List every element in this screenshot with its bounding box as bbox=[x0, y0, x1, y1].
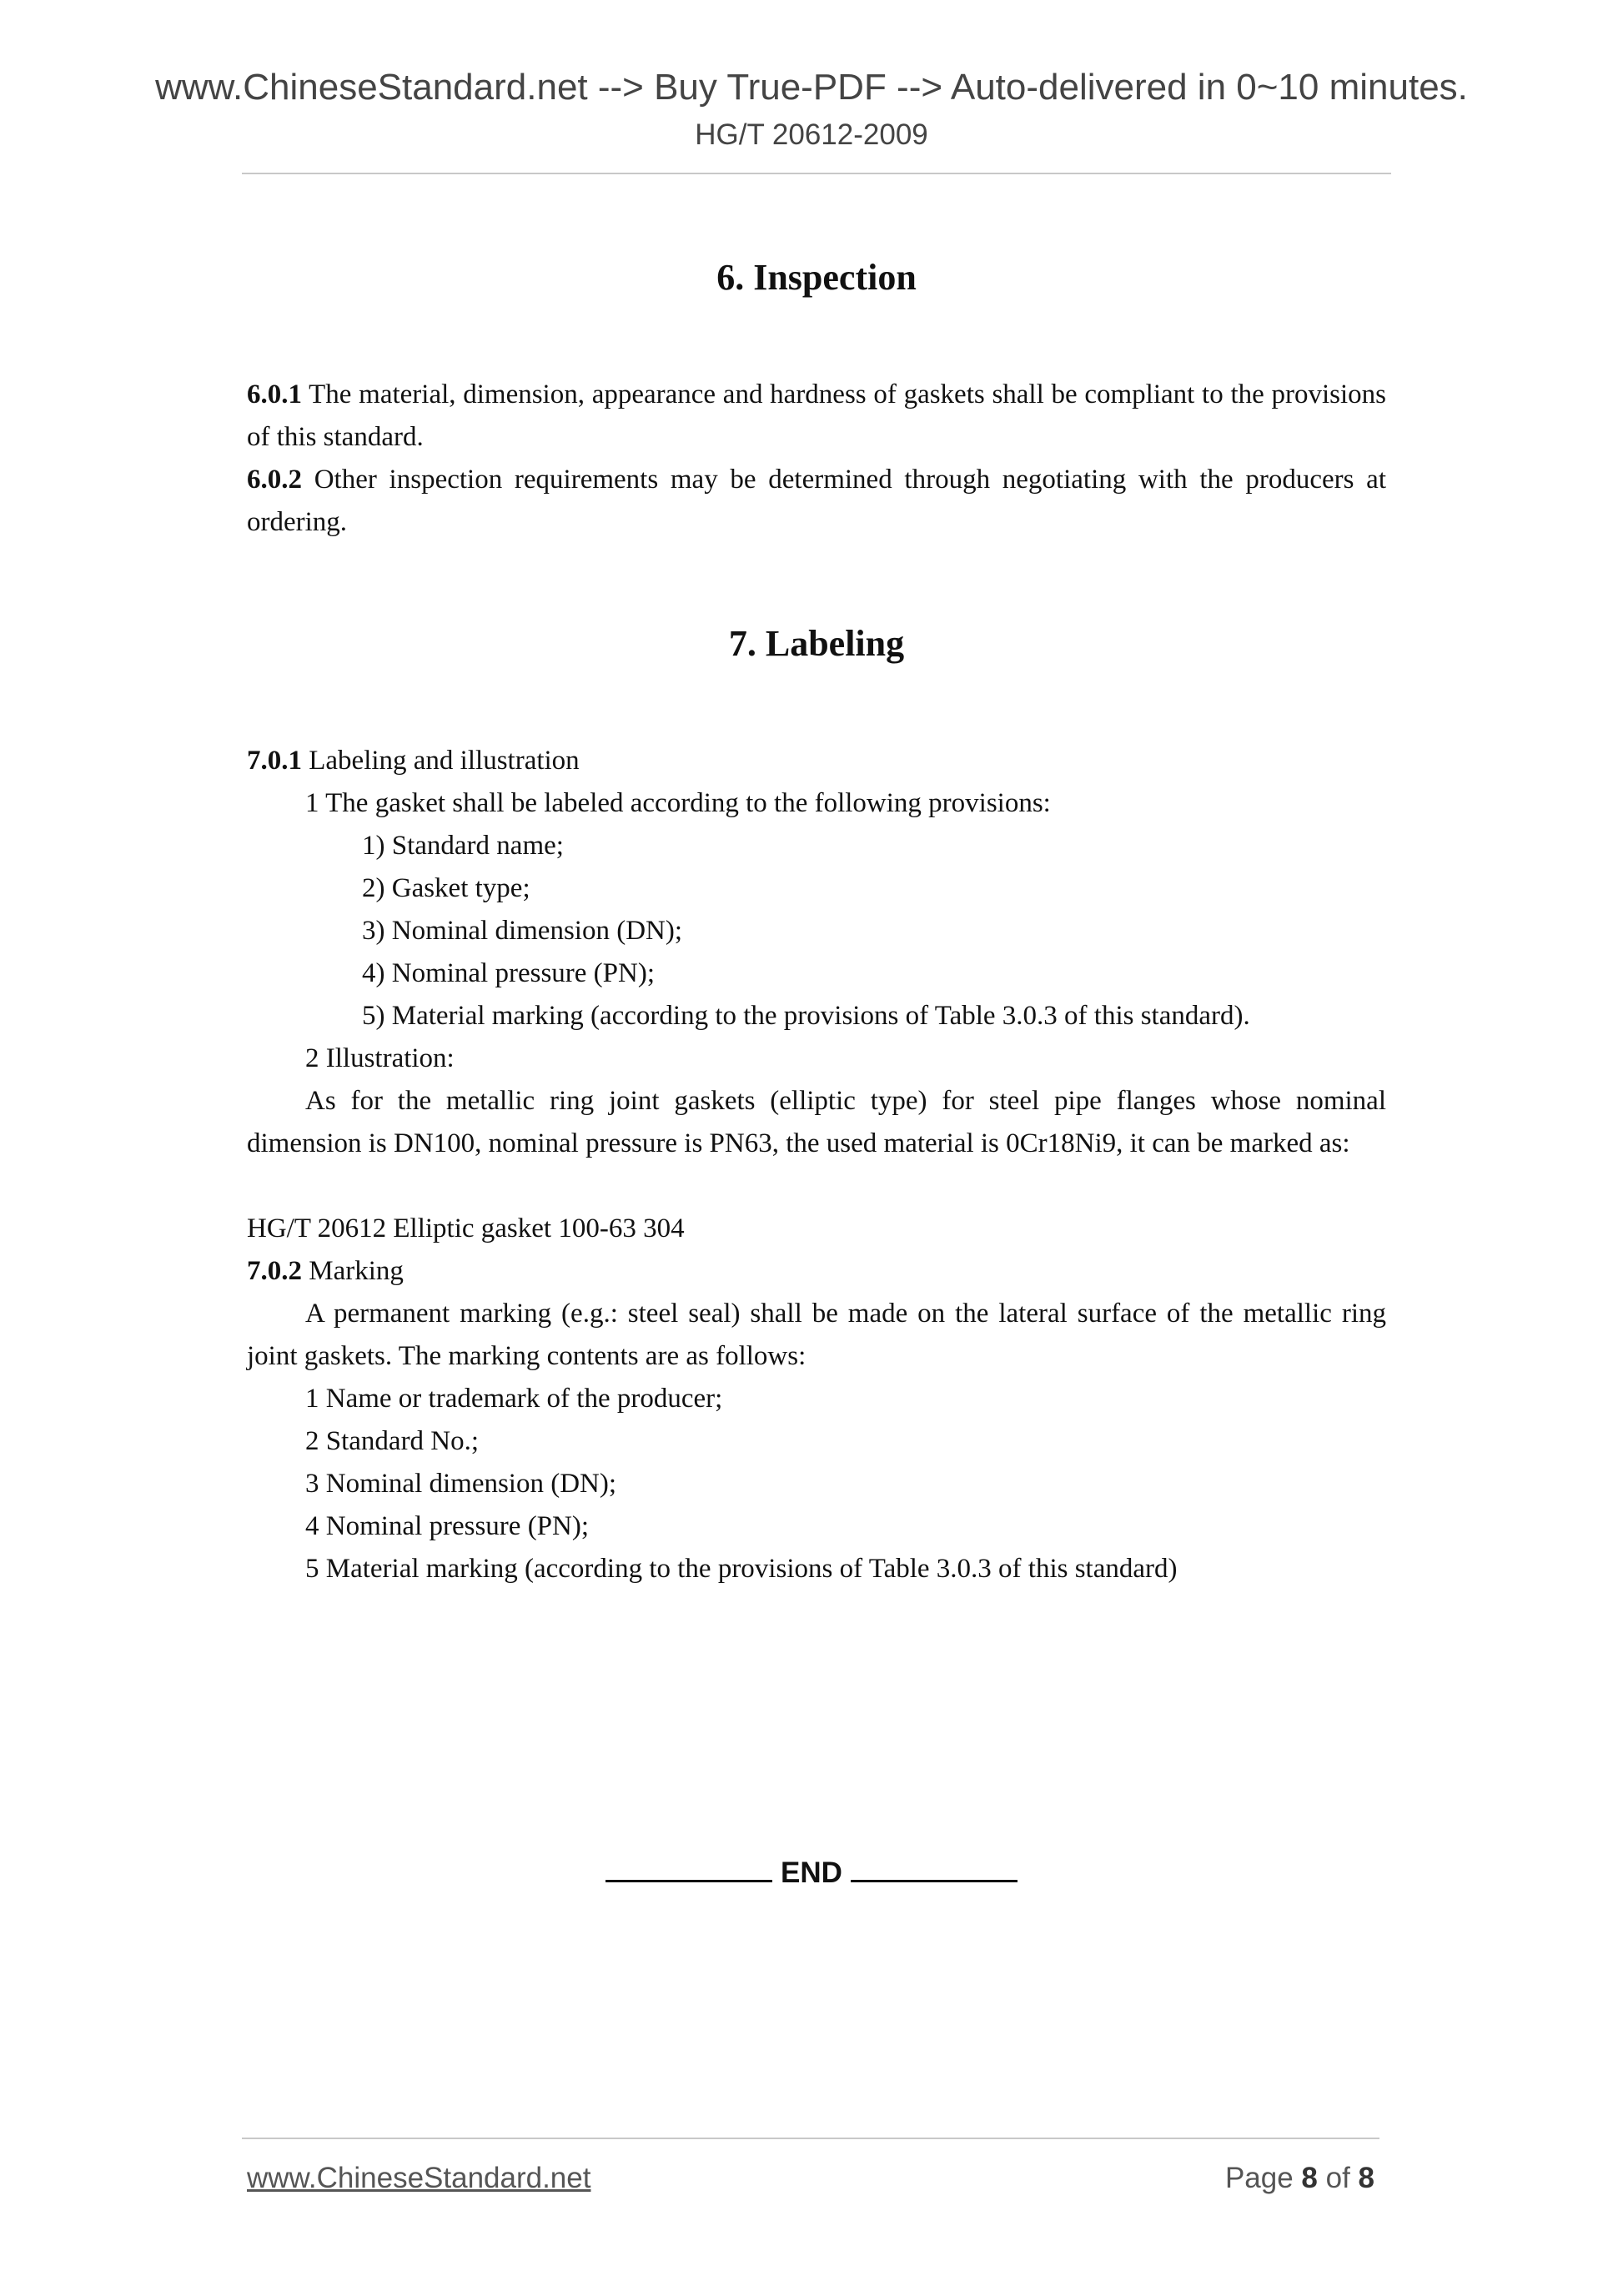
list-item: 4) Nominal pressure (PN); bbox=[362, 958, 656, 988]
header-divider bbox=[242, 173, 1391, 174]
page-total: 8 bbox=[1358, 2162, 1374, 2194]
end-marker bbox=[0, 1852, 1623, 1894]
clause-6-0-2 bbox=[247, 459, 1386, 544]
labeling-item-2: 2 Illustration: bbox=[305, 1043, 455, 1073]
clause-number: 7.0.2 bbox=[247, 1256, 302, 1286]
list-item: 1) Standard name; bbox=[362, 831, 564, 861]
end-label: END bbox=[781, 1856, 842, 1889]
marking-text: A permanent marking (e.g.: steel seal) shall be made on the lateral surface of the metallic ring joint gaskets. The marking contents are as follows: bbox=[247, 1299, 1386, 1371]
labeling-item-1: 1 The gasket shall be labeled according to the following provisions: bbox=[305, 788, 1051, 818]
page-number bbox=[1225, 2160, 1374, 2197]
clause-text: Labeling and illustration bbox=[302, 746, 580, 776]
list-item: 2) Gasket type; bbox=[362, 873, 530, 903]
page-current: 8 bbox=[1301, 2162, 1318, 2194]
clause-number: 6.0.2 bbox=[247, 465, 302, 495]
end-rule-left bbox=[605, 1863, 772, 1882]
clause-number: 7.0.1 bbox=[247, 746, 302, 776]
clause-6-0-1 bbox=[247, 374, 1386, 459]
clause-7-0-2 bbox=[247, 1250, 404, 1293]
illustration-text: As for the metallic ring joint gaskets (elliptic type) for steel pipe flanges whose nominal dimension is DN100, nominal pressure is PN63, the used material is 0Cr18Ni9, it can be marked as: bbox=[247, 1086, 1386, 1158]
standard-number: HG/T 20612-2009 bbox=[695, 118, 928, 151]
page-mid: of bbox=[1317, 2162, 1359, 2194]
footer-divider bbox=[242, 2138, 1379, 2139]
list-item: 5 Material marking (according to the provisions of Table 3.0.3 of this standard) bbox=[305, 1554, 1178, 1584]
list-item: 3) Nominal dimension (DN); bbox=[362, 916, 683, 946]
clause-7-0-1 bbox=[247, 740, 580, 782]
clause-number: 6.0.1 bbox=[247, 379, 302, 409]
end-rule-right bbox=[851, 1863, 1018, 1882]
list-item: 3 Nominal dimension (DN); bbox=[305, 1469, 617, 1499]
list-item: 4 Nominal pressure (PN); bbox=[305, 1511, 590, 1541]
section-6-title: 6. Inspection bbox=[716, 257, 917, 298]
header-banner: www.ChineseStandard.net --> Buy True-PDF --> Auto-delivered in 0~10 minutes. bbox=[155, 67, 1468, 108]
list-item: 5) Material marking (according to the provisions of Table 3.0.3 of this standard). bbox=[362, 1001, 1250, 1031]
list-item: 1 Name or trademark of the producer; bbox=[305, 1384, 723, 1414]
marking-example: HG/T 20612 Elliptic gasket 100-63 304 bbox=[247, 1213, 685, 1243]
clause-text: The material, dimension, appearance and hardness of gaskets shall be compliant to the provisions of this standard. bbox=[247, 379, 1386, 452]
clause-text: Marking bbox=[302, 1256, 404, 1286]
clause-text: Other inspection requirements may be determined through negotiating with the producers at ordering. bbox=[247, 465, 1386, 537]
page-prefix: Page bbox=[1224, 2162, 1302, 2194]
section-7-title: 7. Labeling bbox=[728, 623, 905, 664]
footer-site-link[interactable]: www.ChineseStandard.net bbox=[247, 2162, 591, 2194]
list-item: 2 Standard No.; bbox=[305, 1426, 480, 1456]
